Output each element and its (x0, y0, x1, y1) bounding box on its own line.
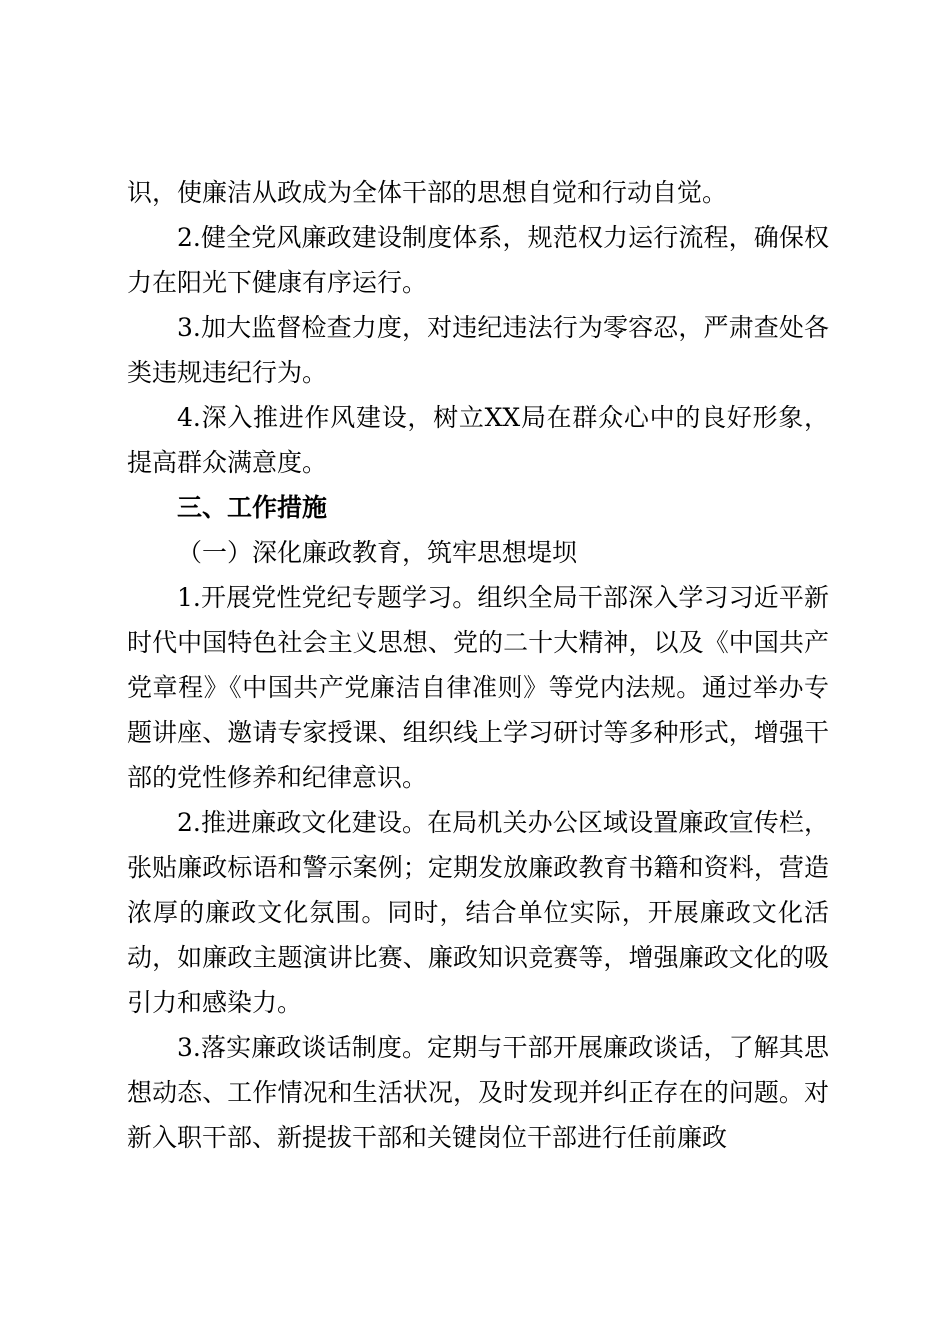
measure-item-2: 2.推进廉政文化建设。在局机关办公区域设置廉政宣传栏，张贴廉政标语和警示案例；定期发放廉政教育书籍和资料，营造浓厚的廉政文化氛围。同时，结合单位实际，开展廉政文化活动，如廉政主题演讲比赛、廉政知识竞赛等，增强廉政文化的吸引力和感染力。 (127, 808, 829, 1017)
subsection-heading-integrity-education: （一）深化廉政教育，筑牢思想堤坝 (177, 538, 578, 567)
measure-item-3: 3.落实廉政谈话制度。定期与干部开展廉政谈话，了解其思想动态、工作情况和生活状况，及时发现并纠正存在的问题。对新入职干部、新提拔干部和关键岗位干部进行任前廉政 (127, 1033, 829, 1152)
document-body (127, 170, 829, 1160)
goal-item-2: 2.健全党风廉政建设制度体系，规范权力运行流程，确保权力在阳光下健康有序运行。 (127, 223, 829, 297)
goal-item-4: 4.深入推进作风建设，树立XX局在群众心中的良好形象，提高群众满意度。 (127, 403, 829, 477)
goal-item-3: 3.加大监督检查力度，对违纪违法行为零容忍，严肃查处各类违规违纪行为。 (127, 313, 829, 387)
paragraph-continuation: 识，使廉洁从政成为全体干部的思想自觉和行动自觉。 (127, 178, 728, 207)
section-heading-work-measures: 三、工作措施 (177, 493, 328, 522)
measure-item-1: 1.开展党性党纪专题学习。组织全局干部深入学习习近平新时代中国特色社会主义思想、党的二十大精神，以及《中国共产党章程》《中国共产党廉洁自律准则》等党内法规。通过举办专题讲座、邀请专家授课、组织线上学习研讨等多种形式，增强干部的党性修养和纪律意识。 (127, 583, 829, 792)
